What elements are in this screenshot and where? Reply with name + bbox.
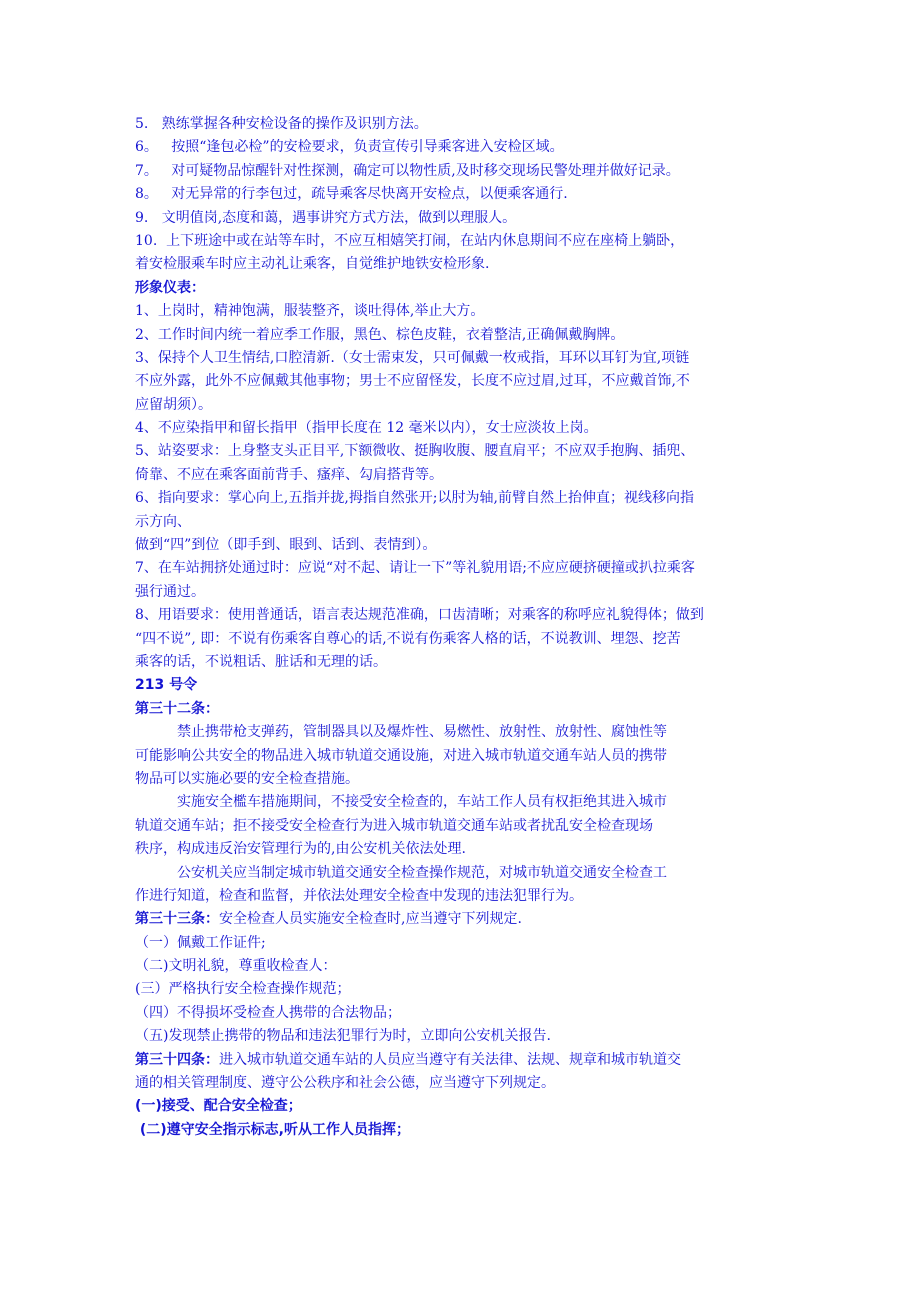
document-page (135, 113, 795, 1142)
duty-item: 9. 文明值岗,态度和蔼，遇事讲究方式方法，做到以理服人。 (135, 209, 517, 226)
image-item: 7、在车站拥挤处通过时：应说“对不起、请让一下”等礼貌用语;不应应硬挤硬撞或扒拉乘客 (135, 560, 695, 577)
duty-item-continuation: 着安检服乘车时应主动礼让乘客，自觉维护地铁安检形象. (135, 256, 490, 273)
article-32-line: 禁止携带枪支弹药，管制器具以及爆炸性、易燃性、放射性、放射性、腐蚀性等 (177, 724, 667, 741)
image-item: 4、不应染指甲和留长指甲（指甲长度在 12 毫米以内），女士应淡妆上岗。 (135, 420, 598, 437)
article-34-item: (一)接受、配合安全检查； (135, 1098, 302, 1115)
article-34-item: (二)遵守安全指示标志,听从工作人员指挥； (135, 1121, 410, 1138)
article-33-line (135, 908, 795, 931)
image-item: 3、保持个人卫生情结,口腔清新.（女士需束发，只可佩戴一枚戒指，耳环以耳钉为宜,项链 (135, 349, 690, 366)
image-item: 5、站姿要求：上身整支头正目平,下额微收、挺胸收腹、腰直肩平；不应双手抱胸、插兜、 (135, 443, 695, 460)
article-33-intro: 安全检查人员实施安全检查时,应当遵守下列规定. (219, 911, 522, 928)
article-32-heading: 第三十二条： (135, 700, 219, 717)
article-32-line: 物品可以实施必要的安全检查措施。 (135, 770, 359, 787)
article-34-items (135, 1095, 795, 1142)
image-item: 6、指向要求：掌心向上,五指并拢,拇指自然张开;以肘为轴,前臂自然上抬伸直；视线移向指 (135, 490, 694, 507)
image-item: 强行通过。 (135, 583, 205, 600)
duty-item: 7。 对可疑物品惊醒针对性探测，确定可以物性质,及时移交现场民警处理并做好记录。 (135, 162, 680, 179)
image-item: “四不说”, 即：不说有伤乘客自尊心的话,不说有伤乘客人格的话，不说教训、埋怨、挖苦 (135, 630, 681, 647)
duty-item: 8。 对无异常的行李包过，疏导乘客尽快离开安检点，以便乘客通行. (135, 186, 568, 203)
image-item: 示方向、 (135, 513, 191, 530)
image-item: 8、用语要求：使用普通话，语言表达规范准确，口齿清晰；对乘客的称呼应礼貌得体；做到 (135, 607, 704, 624)
article-33-item: （一）佩戴工作证件; (135, 934, 266, 951)
article-33-item: （二)文明礼貌，尊重收检查人： (135, 958, 337, 975)
image-item: 做到“四”到位（即手到、眼到、话到、表情到）。 (135, 537, 437, 554)
article-34-line (135, 1049, 795, 1072)
article-33-heading: 第三十三条： (135, 911, 219, 928)
article-33-item: （五)发现禁止携带的物品和违法犯罪行为时，立即向公安机关报告. (135, 1028, 551, 1045)
duties-list (135, 113, 795, 277)
article-33-items (135, 932, 795, 1049)
article-33-item: （四）不得损坏受检查人携带的合法物品； (135, 1004, 401, 1021)
article-32-line: 公安机关应当制定城市轨道交通安全检查操作规范，对城市轨道交通安全检查工 (177, 864, 667, 881)
article-32-line: 作进行知道，检查和监督，并依法处理安全检查中发现的违法犯罪行为。 (135, 887, 583, 904)
article-32-line: 实施安全檻车措施期间，不接受安全检查的，车站工作人员有权拒绝其进入城市 (177, 794, 667, 811)
article-34-intro-continuation: 通的相关管理制度、遵守公公秩序和社会公德，应当遵守下列规定。 (135, 1075, 555, 1092)
article-32-line: 可能影响公共安全的物品进入城市轨道交通设施，对进入城市轨道交通车站人员的携带 (135, 747, 667, 764)
article-32-body (135, 721, 795, 908)
article-33-item: (三）严格执行安全检查操作规范； (135, 981, 351, 998)
duty-item: 5. 熟练掌握各种安检设备的操作及识别方法。 (135, 116, 428, 132)
article-34-intro: 进入城市轨道交通车站的人员应当遵守有关法律、法规、规章和城市轨道交 (219, 1051, 681, 1068)
image-item: 1、上岗时，精神饱满，服装整齐，谈吐得体,举止大方。 (135, 303, 485, 320)
image-section-heading: 形象仪表： (135, 279, 205, 296)
image-item: 倚靠、不应在乘客面前背手、瘙痒、勾肩搭背等。 (135, 466, 443, 483)
image-items-list (135, 300, 795, 674)
image-item: 不应外露，此外不应佩戴其他事物；男士不应留怪发，长度不应过眉,过耳，不应戴首饰,不 (135, 373, 690, 390)
order-heading: 213 号令 (135, 677, 198, 694)
article-32-line: 秩序，构成违反治安管理行为的,由公安机关依法处理. (135, 841, 466, 858)
article-32-line: 轨道交通车站；拒不接受安全检查行为进入城市轨道交通车站或者扰乱安全检查现场 (135, 817, 653, 834)
duty-item: 10. 上下班途中或在站等车时，不应互相嬉笑打闹，在站内休息期间不应在座椅上躺卧， (135, 232, 685, 249)
image-item: 乘客的话，不说粗话、脏话和无理的话。 (135, 653, 387, 670)
image-item: 2、工作时间内统一着应季工作服，黑色、棕色皮鞋，衣着整洁,正确佩戴胸牌。 (135, 326, 625, 343)
duty-item: 6。 按照“逢包必检”的安检要求，负责宣传引导乘客进入安检区域。 (135, 139, 564, 156)
image-item: 应留胡须）。 (135, 396, 212, 413)
article-34-heading: 第三十四条： (135, 1051, 219, 1068)
